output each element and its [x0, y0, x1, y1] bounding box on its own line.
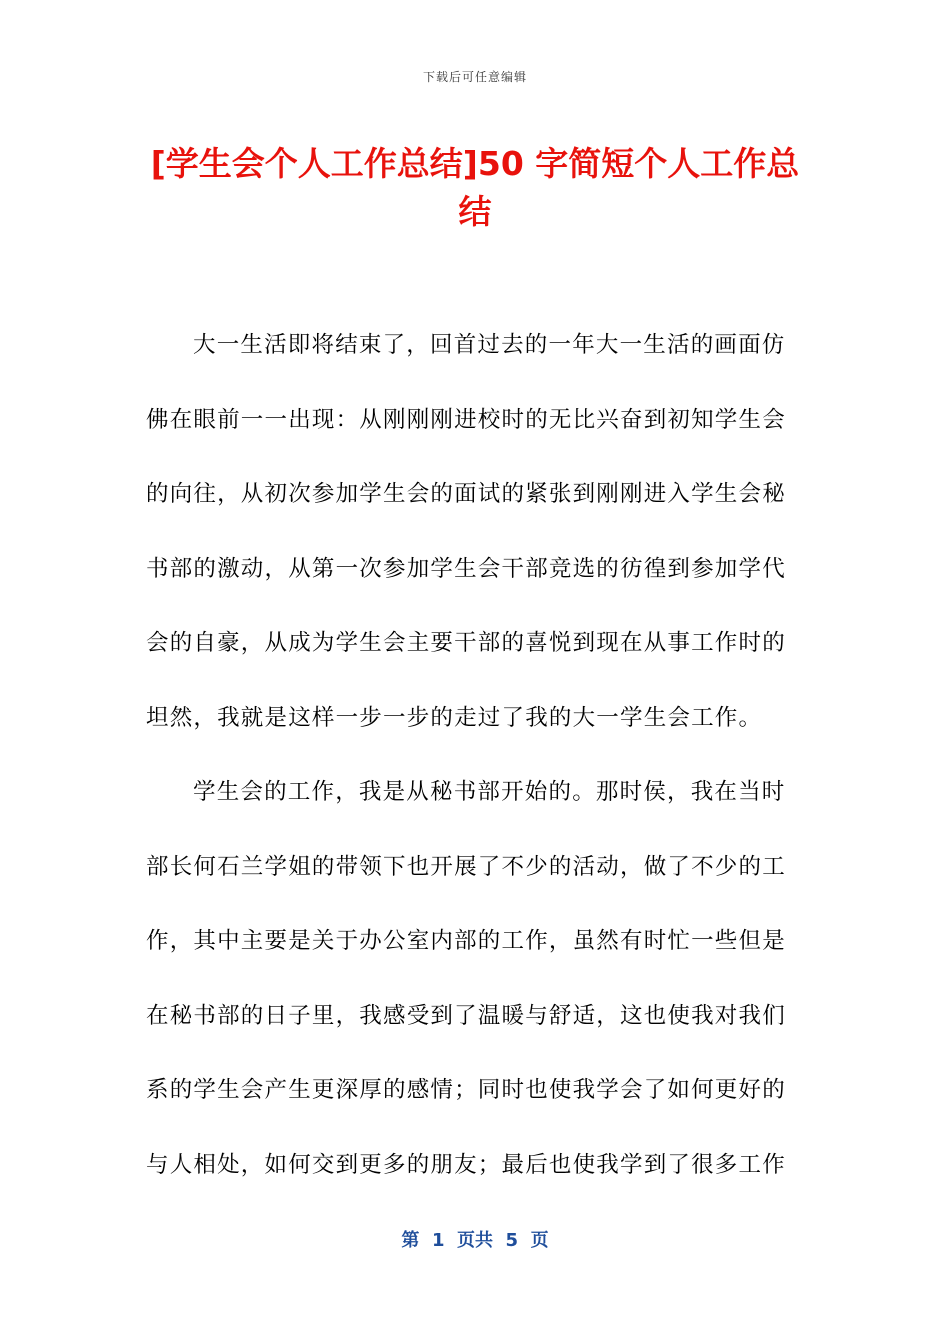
paragraph-1-line-2: 佛在眼前一一出现：从刚刚刚进校时的无比兴奋到初知学生会 [146, 406, 786, 433]
title-line-1: [学生会个人工作总结]50 字简短个人工作总 [150, 144, 800, 183]
document-body [146, 320, 806, 1214]
title-line-2: 结 [458, 192, 492, 231]
header-note: 下载后可任意编辑 [422, 70, 527, 84]
paragraph-2-line-1: 学生会的工作，我是从秘书部开始的。那时侯，我在当时 [193, 779, 786, 805]
paragraph-1-line-3: 的向往，从初次参加学生会的面试的紧张到刚刚进入学生会秘 [146, 481, 786, 507]
paragraph-1-line-5: 会的自豪，从成为学生会主要干部的喜悦到现在从事工作时的 [146, 630, 786, 656]
page-footer: 第 1 页共 5 页 [401, 1230, 549, 1251]
paragraph-2-line-4: 在秘书部的日子里，我感受到了温暖与舒适，这也使我对我们 [146, 1002, 786, 1029]
document-title [140, 140, 810, 236]
paragraph-1-line-4: 书部的激动，从第一次参加学生会干部竞选的彷徨到参加学代 [146, 555, 786, 582]
paragraph-1-line-1: 大一生活即将结束了，回首过去的一年大一生活的画面仿 [193, 332, 786, 358]
paragraph-2-line-6: 与人相处，如何交到更多的朋友；最后也使我学到了很多工作 [146, 1151, 786, 1178]
paragraph-2-line-5: 系的学生会产生更深厚的感情；同时也使我学会了如何更好的 [146, 1077, 786, 1103]
paragraph-2-line-2: 部长何石兰学姐的带领下也开展了不少的活动，做了不少的工 [146, 853, 786, 880]
paragraph-2-line-3: 作，其中主要是关于办公室内部的工作，虽然有时忙一些但是 [146, 928, 786, 954]
paragraph-1-line-6: 坦然，我就是这样一步一步的走过了我的大一学生会工作。 [146, 704, 763, 731]
